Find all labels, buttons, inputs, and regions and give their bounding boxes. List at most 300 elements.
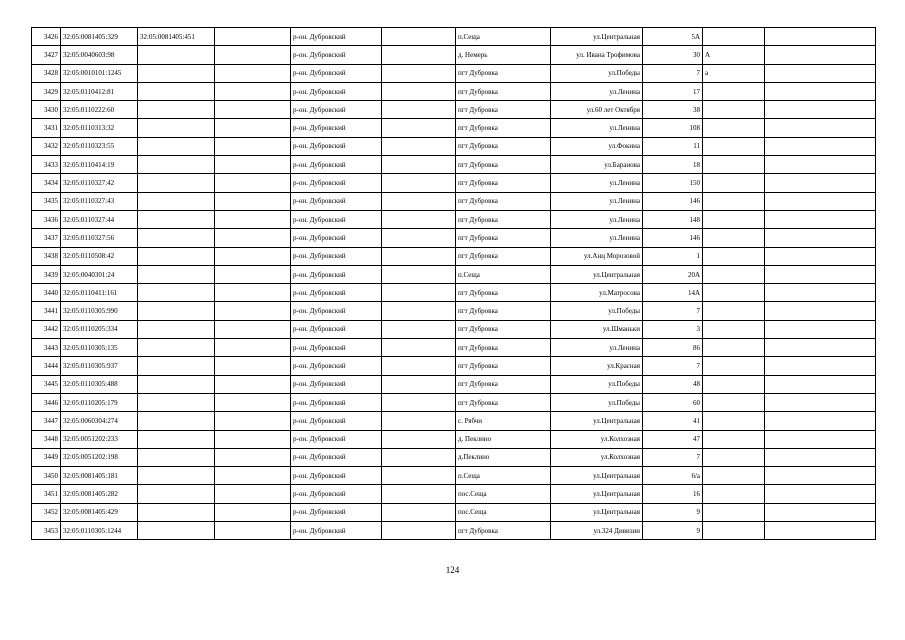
col-3-cell — [215, 503, 291, 521]
col-3-cell — [215, 156, 291, 174]
street-cell: ул. Ивана Трофимова — [551, 46, 643, 64]
linked-cadastral-number-cell — [138, 46, 215, 64]
row-number-cell: 3445 — [32, 375, 61, 393]
district-cell: р-он. Дубровский — [291, 46, 382, 64]
table-row — [32, 28, 876, 46]
district-cell: р-он. Дубровский — [291, 210, 382, 228]
col-3-cell — [215, 210, 291, 228]
street-cell: ул.Ленина — [551, 210, 643, 228]
table-row — [32, 101, 876, 119]
locality-cell: пгт Дубровка — [456, 339, 551, 357]
col-3-cell — [215, 412, 291, 430]
col-5-cell — [382, 430, 456, 448]
linked-cadastral-number-cell — [138, 174, 215, 192]
col-10-cell — [765, 192, 876, 210]
table-row — [32, 265, 876, 283]
building-letter-cell — [703, 210, 765, 228]
col-10-cell — [765, 393, 876, 411]
cadastral-number-cell: 32:05:0110327:44 — [61, 210, 138, 228]
row-number-cell: 3433 — [32, 156, 61, 174]
street-cell: ул.Победы — [551, 64, 643, 82]
col-5-cell — [382, 247, 456, 265]
col-3-cell — [215, 119, 291, 137]
cadastral-number-cell: 32:05:0110205:179 — [61, 393, 138, 411]
locality-cell: пгт Дубровка — [456, 302, 551, 320]
col-3-cell — [215, 28, 291, 46]
col-5-cell — [382, 174, 456, 192]
linked-cadastral-number-cell — [138, 412, 215, 430]
building-letter-cell — [703, 357, 765, 375]
building-letter-cell — [703, 522, 765, 540]
building-letter-cell — [703, 137, 765, 155]
district-cell: р-он. Дубровский — [291, 192, 382, 210]
district-cell: р-он. Дубровский — [291, 522, 382, 540]
street-cell: ул.Центральная — [551, 412, 643, 430]
col-5-cell — [382, 412, 456, 430]
district-cell: р-он. Дубровский — [291, 137, 382, 155]
district-cell: р-он. Дубровский — [291, 485, 382, 503]
col-10-cell — [765, 339, 876, 357]
street-cell: ул.324 Дивизии — [551, 522, 643, 540]
linked-cadastral-number-cell — [138, 375, 215, 393]
col-10-cell — [765, 229, 876, 247]
district-cell: р-он. Дубровский — [291, 284, 382, 302]
col-3-cell — [215, 64, 291, 82]
building-letter-cell — [703, 485, 765, 503]
col-10-cell — [765, 320, 876, 338]
linked-cadastral-number-cell — [138, 192, 215, 210]
linked-cadastral-number-cell — [138, 156, 215, 174]
house-number-cell: 16 — [643, 485, 703, 503]
row-number-cell: 3429 — [32, 82, 61, 100]
table-row — [32, 412, 876, 430]
row-number-cell: 3434 — [32, 174, 61, 192]
building-letter-cell — [703, 467, 765, 485]
building-letter-cell — [703, 229, 765, 247]
col-10-cell — [765, 210, 876, 228]
table-row — [32, 302, 876, 320]
house-number-cell: 146 — [643, 192, 703, 210]
district-cell: р-он. Дубровский — [291, 339, 382, 357]
street-cell: ул.Победы — [551, 393, 643, 411]
district-cell: р-он. Дубровский — [291, 375, 382, 393]
locality-cell: пос.Сеща — [456, 503, 551, 521]
col-3-cell — [215, 320, 291, 338]
street-cell: ул.Колхозная — [551, 448, 643, 466]
locality-cell: пгт Дубровка — [456, 64, 551, 82]
col-5-cell — [382, 375, 456, 393]
row-number-cell: 3431 — [32, 119, 61, 137]
col-10-cell — [765, 284, 876, 302]
district-cell: р-он. Дубровский — [291, 82, 382, 100]
cadastral-number-cell: 32:05:0040301:24 — [61, 265, 138, 283]
col-5-cell — [382, 192, 456, 210]
locality-cell: пгт Дубровка — [456, 174, 551, 192]
house-number-cell: 18 — [643, 156, 703, 174]
col-3-cell — [215, 339, 291, 357]
col-3-cell — [215, 192, 291, 210]
table-row — [32, 485, 876, 503]
cadastral-number-cell: 32:05:0110327:56 — [61, 229, 138, 247]
locality-cell: пгт Дубровка — [456, 357, 551, 375]
table-row — [32, 467, 876, 485]
row-number-cell: 3447 — [32, 412, 61, 430]
house-number-cell: 7 — [643, 64, 703, 82]
cadastral-number-cell: 32:05:0110305:990 — [61, 302, 138, 320]
house-number-cell: 5А — [643, 28, 703, 46]
table-row — [32, 192, 876, 210]
locality-cell: п.Сеща — [456, 265, 551, 283]
linked-cadastral-number-cell — [138, 485, 215, 503]
cadastral-number-cell: 32:05:0110412:81 — [61, 82, 138, 100]
building-letter-cell — [703, 265, 765, 283]
linked-cadastral-number-cell — [138, 320, 215, 338]
col-10-cell — [765, 247, 876, 265]
linked-cadastral-number-cell: 32:05:0081405:451 — [138, 28, 215, 46]
row-number-cell: 3438 — [32, 247, 61, 265]
col-5-cell — [382, 156, 456, 174]
building-letter-cell — [703, 375, 765, 393]
linked-cadastral-number-cell — [138, 393, 215, 411]
linked-cadastral-number-cell — [138, 357, 215, 375]
cadastral-number-cell: 32:05:0110305:488 — [61, 375, 138, 393]
linked-cadastral-number-cell — [138, 522, 215, 540]
row-number-cell: 3428 — [32, 64, 61, 82]
district-cell: р-он. Дубровский — [291, 229, 382, 247]
register-table — [31, 27, 876, 540]
building-letter-cell — [703, 284, 765, 302]
table-row — [32, 46, 876, 64]
house-number-cell: 108 — [643, 119, 703, 137]
col-10-cell — [765, 46, 876, 64]
table-row — [32, 522, 876, 540]
col-10-cell — [765, 28, 876, 46]
street-cell: ул.60 лет Октября — [551, 101, 643, 119]
col-10-cell — [765, 357, 876, 375]
locality-cell: пгт Дубровка — [456, 210, 551, 228]
cadastral-number-cell: 32:05:0110222:60 — [61, 101, 138, 119]
locality-cell: пгт Дубровка — [456, 101, 551, 119]
table-row — [32, 430, 876, 448]
district-cell: р-он. Дубровский — [291, 503, 382, 521]
district-cell: р-он. Дубровский — [291, 28, 382, 46]
cadastral-number-cell: 32:05:0110411:161 — [61, 284, 138, 302]
col-3-cell — [215, 229, 291, 247]
col-3-cell — [215, 375, 291, 393]
street-cell: ул.Шманьки — [551, 320, 643, 338]
district-cell: р-он. Дубровский — [291, 412, 382, 430]
house-number-cell: 86 — [643, 339, 703, 357]
cadastral-number-cell: 32:05:0081405:181 — [61, 467, 138, 485]
cadastral-number-cell: 32:05:0040603:98 — [61, 46, 138, 64]
col-5-cell — [382, 28, 456, 46]
locality-cell: пос.Сеща — [456, 485, 551, 503]
house-number-cell: 150 — [643, 174, 703, 192]
col-3-cell — [215, 46, 291, 64]
locality-cell: пгт Дубровка — [456, 137, 551, 155]
col-5-cell — [382, 64, 456, 82]
house-number-cell: 47 — [643, 430, 703, 448]
building-letter-cell — [703, 503, 765, 521]
linked-cadastral-number-cell — [138, 247, 215, 265]
col-10-cell — [765, 156, 876, 174]
building-letter-cell — [703, 192, 765, 210]
district-cell: р-он. Дубровский — [291, 156, 382, 174]
cadastral-number-cell: 32:05:0110323:55 — [61, 137, 138, 155]
table-row — [32, 229, 876, 247]
district-cell: р-он. Дубровский — [291, 64, 382, 82]
locality-cell: пгт Дубровка — [456, 375, 551, 393]
row-number-cell: 3430 — [32, 101, 61, 119]
building-letter-cell — [703, 156, 765, 174]
row-number-cell: 3444 — [32, 357, 61, 375]
table-row — [32, 393, 876, 411]
cadastral-number-cell: 32:05:0110305:1244 — [61, 522, 138, 540]
col-5-cell — [382, 393, 456, 411]
cadastral-number-cell: 32:05:0110508:42 — [61, 247, 138, 265]
row-number-cell: 3441 — [32, 302, 61, 320]
cadastral-number-cell: 32:05:0110305:135 — [61, 339, 138, 357]
col-3-cell — [215, 430, 291, 448]
street-cell: ул.Ленина — [551, 119, 643, 137]
street-cell: ул.Ленина — [551, 82, 643, 100]
locality-cell: с. Рябчи — [456, 412, 551, 430]
row-number-cell: 3437 — [32, 229, 61, 247]
street-cell: ул.Баранова — [551, 156, 643, 174]
col-5-cell — [382, 320, 456, 338]
building-letter-cell: а — [703, 64, 765, 82]
table-row — [32, 284, 876, 302]
street-cell: ул.Ленина — [551, 174, 643, 192]
row-number-cell: 3443 — [32, 339, 61, 357]
table-row — [32, 320, 876, 338]
table-row — [32, 82, 876, 100]
cadastral-number-cell: 32:05:0110313:32 — [61, 119, 138, 137]
col-10-cell — [765, 265, 876, 283]
table-row — [32, 448, 876, 466]
col-3-cell — [215, 522, 291, 540]
district-cell: р-он. Дубровский — [291, 174, 382, 192]
linked-cadastral-number-cell — [138, 119, 215, 137]
col-5-cell — [382, 210, 456, 228]
locality-cell: пгт Дубровка — [456, 119, 551, 137]
row-number-cell: 3439 — [32, 265, 61, 283]
locality-cell: пгт Дубровка — [456, 229, 551, 247]
col-5-cell — [382, 503, 456, 521]
col-3-cell — [215, 247, 291, 265]
house-number-cell: 30 — [643, 46, 703, 64]
building-letter-cell — [703, 393, 765, 411]
linked-cadastral-number-cell — [138, 265, 215, 283]
street-cell: ул.Красная — [551, 357, 643, 375]
district-cell: р-он. Дубровский — [291, 247, 382, 265]
district-cell: р-он. Дубровский — [291, 357, 382, 375]
col-3-cell — [215, 393, 291, 411]
house-number-cell: 48 — [643, 375, 703, 393]
cadastral-number-cell: 32:05:0110305:937 — [61, 357, 138, 375]
house-number-cell: 11 — [643, 137, 703, 155]
house-number-cell: 38 — [643, 101, 703, 119]
col-5-cell — [382, 339, 456, 357]
row-number-cell: 3435 — [32, 192, 61, 210]
linked-cadastral-number-cell — [138, 448, 215, 466]
col-5-cell — [382, 46, 456, 64]
table-row — [32, 119, 876, 137]
house-number-cell: 3 — [643, 320, 703, 338]
row-number-cell: 3451 — [32, 485, 61, 503]
street-cell: ул.Центральная — [551, 265, 643, 283]
col-10-cell — [765, 503, 876, 521]
row-number-cell: 3450 — [32, 467, 61, 485]
cadastral-number-cell: 32:05:0010101:1245 — [61, 64, 138, 82]
cadastral-number-cell: 32:05:0110327:43 — [61, 192, 138, 210]
row-number-cell: 3436 — [32, 210, 61, 228]
col-3-cell — [215, 485, 291, 503]
col-10-cell — [765, 430, 876, 448]
cadastral-number-cell: 32:05:0051202:198 — [61, 448, 138, 466]
district-cell: р-он. Дубровский — [291, 430, 382, 448]
linked-cadastral-number-cell — [138, 229, 215, 247]
table-row — [32, 247, 876, 265]
col-3-cell — [215, 137, 291, 155]
col-3-cell — [215, 265, 291, 283]
col-10-cell — [765, 64, 876, 82]
col-5-cell — [382, 137, 456, 155]
linked-cadastral-number-cell — [138, 503, 215, 521]
col-5-cell — [382, 467, 456, 485]
street-cell: ул.Победы — [551, 375, 643, 393]
linked-cadastral-number-cell — [138, 302, 215, 320]
linked-cadastral-number-cell — [138, 467, 215, 485]
col-10-cell — [765, 119, 876, 137]
table-row — [32, 339, 876, 357]
linked-cadastral-number-cell — [138, 82, 215, 100]
table-row — [32, 156, 876, 174]
col-10-cell — [765, 412, 876, 430]
row-number-cell: 3446 — [32, 393, 61, 411]
col-10-cell — [765, 467, 876, 485]
house-number-cell: 148 — [643, 210, 703, 228]
col-10-cell — [765, 174, 876, 192]
district-cell: р-он. Дубровский — [291, 101, 382, 119]
col-3-cell — [215, 174, 291, 192]
house-number-cell: 7 — [643, 357, 703, 375]
col-5-cell — [382, 448, 456, 466]
district-cell: р-он. Дубровский — [291, 302, 382, 320]
district-cell: р-он. Дубровский — [291, 448, 382, 466]
district-cell: р-он. Дубровский — [291, 320, 382, 338]
street-cell: ул.Матросова — [551, 284, 643, 302]
locality-cell: пгт Дубровка — [456, 192, 551, 210]
col-5-cell — [382, 101, 456, 119]
table-row — [32, 137, 876, 155]
row-number-cell: 3452 — [32, 503, 61, 521]
house-number-cell: 9 — [643, 522, 703, 540]
cadastral-number-cell: 32:05:0081405:282 — [61, 485, 138, 503]
table-row — [32, 503, 876, 521]
col-5-cell — [382, 522, 456, 540]
cadastral-number-cell: 32:05:0081405:329 — [61, 28, 138, 46]
row-number-cell: 3426 — [32, 28, 61, 46]
street-cell: ул.Центральная — [551, 503, 643, 521]
house-number-cell: 7 — [643, 448, 703, 466]
street-cell: ул.Центральная — [551, 467, 643, 485]
building-letter-cell — [703, 28, 765, 46]
cadastral-number-cell: 32:05:0081405:429 — [61, 503, 138, 521]
row-number-cell: 3427 — [32, 46, 61, 64]
col-3-cell — [215, 82, 291, 100]
house-number-cell: 14А — [643, 284, 703, 302]
street-cell: ул.Победы — [551, 302, 643, 320]
building-letter-cell — [703, 320, 765, 338]
building-letter-cell — [703, 247, 765, 265]
col-10-cell — [765, 82, 876, 100]
building-letter-cell — [703, 430, 765, 448]
col-10-cell — [765, 448, 876, 466]
district-cell: р-он. Дубровский — [291, 265, 382, 283]
col-10-cell — [765, 137, 876, 155]
linked-cadastral-number-cell — [138, 339, 215, 357]
row-number-cell: 3442 — [32, 320, 61, 338]
table-row — [32, 64, 876, 82]
linked-cadastral-number-cell — [138, 101, 215, 119]
locality-cell: пгт Дубровка — [456, 247, 551, 265]
locality-cell: пгт Дубровка — [456, 284, 551, 302]
linked-cadastral-number-cell — [138, 430, 215, 448]
street-cell: ул.Ленина — [551, 229, 643, 247]
col-5-cell — [382, 229, 456, 247]
building-letter-cell — [703, 448, 765, 466]
house-number-cell: 60 — [643, 393, 703, 411]
col-3-cell — [215, 357, 291, 375]
cadastral-number-cell: 32:05:0051202:233 — [61, 430, 138, 448]
cadastral-number-cell: 32:05:0110414:19 — [61, 156, 138, 174]
locality-cell: пгт Дубровка — [456, 156, 551, 174]
house-number-cell: 17 — [643, 82, 703, 100]
linked-cadastral-number-cell — [138, 137, 215, 155]
street-cell: ул.Ленина — [551, 339, 643, 357]
house-number-cell: 1 — [643, 247, 703, 265]
street-cell: ул.Ленина — [551, 192, 643, 210]
col-10-cell — [765, 375, 876, 393]
table-row — [32, 375, 876, 393]
building-letter-cell — [703, 174, 765, 192]
locality-cell: пгт Дубровка — [456, 82, 551, 100]
col-3-cell — [215, 284, 291, 302]
cadastral-number-cell: 32:05:0110327:42 — [61, 174, 138, 192]
col-5-cell — [382, 302, 456, 320]
table-row — [32, 357, 876, 375]
building-letter-cell: А — [703, 46, 765, 64]
building-letter-cell — [703, 412, 765, 430]
row-number-cell: 3432 — [32, 137, 61, 155]
col-3-cell — [215, 467, 291, 485]
row-number-cell: 3448 — [32, 430, 61, 448]
building-letter-cell — [703, 101, 765, 119]
locality-cell: д.Пеклино — [456, 448, 551, 466]
building-letter-cell — [703, 82, 765, 100]
locality-cell: п.Сеща — [456, 28, 551, 46]
house-number-cell: 146 — [643, 229, 703, 247]
building-letter-cell — [703, 339, 765, 357]
row-number-cell: 3453 — [32, 522, 61, 540]
row-number-cell: 3449 — [32, 448, 61, 466]
house-number-cell: 9 — [643, 503, 703, 521]
district-cell: р-он. Дубровский — [291, 467, 382, 485]
street-cell: ул.Центральная — [551, 28, 643, 46]
locality-cell: д. Пеклино — [456, 430, 551, 448]
street-cell: ул.Фокина — [551, 137, 643, 155]
